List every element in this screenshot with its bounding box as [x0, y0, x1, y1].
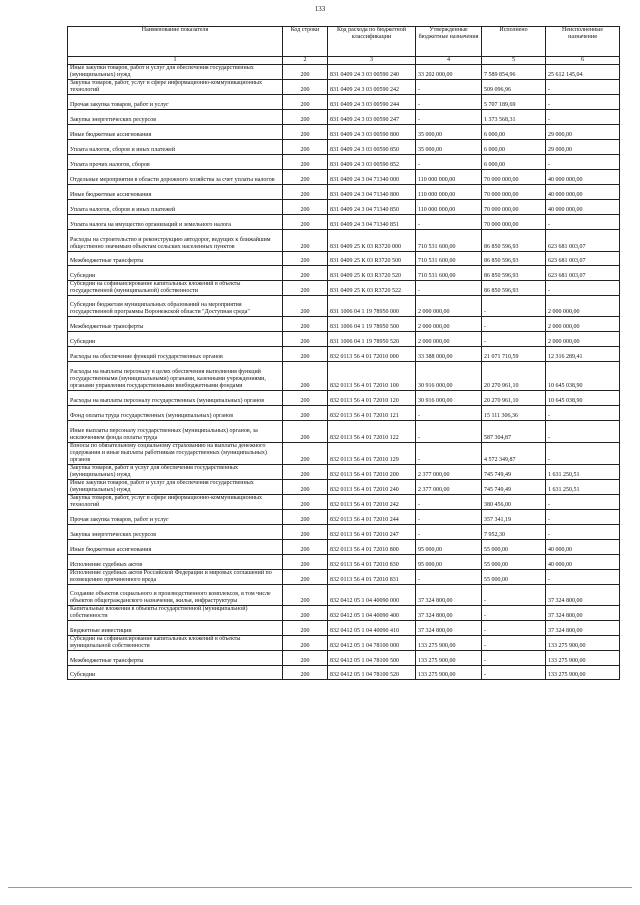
row-indicator-name: Межбюджетные трансферты: [68, 317, 283, 332]
row-approved: -: [416, 525, 482, 540]
row-executed: 380 456,00: [482, 495, 546, 510]
table-row: [68, 406, 620, 421]
row-line-code: 200: [283, 362, 328, 391]
row-approved: 30 916 000,00: [416, 391, 482, 406]
table-row: [68, 525, 620, 540]
table-row: [68, 570, 620, 585]
row-budget-code: 832 0113 56 4 01 72010 000: [328, 347, 416, 362]
row-approved: 2 000 000,00: [416, 296, 482, 317]
row-executed: 6 000,00: [482, 125, 546, 140]
row-approved: 35 000,00: [416, 140, 482, 155]
row-approved: 133 275 900,00: [416, 636, 482, 651]
row-budget-code: 831 0409 24 3 04 71340 800: [328, 185, 416, 200]
column-number: 3: [328, 57, 416, 65]
row-executed: 357 341,19: [482, 510, 546, 525]
row-remaining: 37 324 800,00: [546, 621, 620, 636]
row-line-code: 200: [283, 510, 328, 525]
row-remaining: -: [546, 281, 620, 296]
row-remaining: 2 000 000,00: [546, 296, 620, 317]
row-budget-code: 831 1006 04 1 19 78950 520: [328, 332, 416, 347]
row-remaining: 623 681 003,07: [546, 252, 620, 266]
row-line-code: 200: [283, 317, 328, 332]
row-executed: -: [482, 666, 546, 680]
table-row: [68, 317, 620, 332]
row-line-code: 200: [283, 65, 328, 80]
row-budget-code: 832 0412 05 1 04 78100 520: [328, 666, 416, 680]
row-executed: 4 572 349,87: [482, 443, 546, 465]
row-budget-code: 832 0113 56 4 01 72010 200: [328, 465, 416, 480]
row-executed: 587 304,87: [482, 421, 546, 443]
row-line-code: 200: [283, 215, 328, 230]
table-row: [68, 95, 620, 110]
row-line-code: 200: [283, 651, 328, 666]
table-row: [68, 510, 620, 525]
table-row: [68, 296, 620, 317]
row-approved: 133 275 900,00: [416, 666, 482, 680]
row-indicator-name: Субсидии на софинансирование капитальных вложений в объекты муниципальной собственности: [68, 636, 283, 651]
row-line-code: 200: [283, 347, 328, 362]
row-remaining: 1 631 250,51: [546, 480, 620, 495]
row-budget-code: 832 0113 56 4 01 72010 129: [328, 443, 416, 465]
row-indicator-name: Иные бюджетные ассигнования: [68, 125, 283, 140]
row-executed: 15 111 306,36: [482, 406, 546, 421]
row-remaining: -: [546, 215, 620, 230]
header-indicator-name: Наименование показателя: [68, 27, 283, 57]
row-executed: 1 373 568,31: [482, 110, 546, 125]
row-line-code: 200: [283, 585, 328, 606]
column-number: 6: [546, 57, 620, 65]
row-executed: -: [482, 585, 546, 606]
row-approved: 95 000,00: [416, 555, 482, 570]
row-executed: -: [482, 621, 546, 636]
row-approved: 2 000 000,00: [416, 317, 482, 332]
row-executed: 21 071 710,59: [482, 347, 546, 362]
row-approved: 30 916 000,00: [416, 362, 482, 391]
row-executed: -: [482, 606, 546, 621]
table-row: [68, 362, 620, 391]
row-budget-code: 831 0409 24 3 04 71340 850: [328, 200, 416, 215]
row-line-code: 200: [283, 540, 328, 555]
row-indicator-name: Бюджетные инвестиции: [68, 621, 283, 636]
row-indicator-name: Субсидии: [68, 332, 283, 347]
row-approved: 37 324 800,00: [416, 621, 482, 636]
row-line-code: 200: [283, 125, 328, 140]
row-line-code: 200: [283, 110, 328, 125]
header-executed: Исполнено: [482, 27, 546, 57]
row-executed: 70 000 000,00: [482, 185, 546, 200]
row-indicator-name: Иные бюджетные ассигнования: [68, 540, 283, 555]
row-indicator-name: Фонд оплаты труда государственных (муниципальных) органов: [68, 406, 283, 421]
row-budget-code: 831 0409 24 3 03 00590 240: [328, 65, 416, 80]
row-approved: -: [416, 495, 482, 510]
row-budget-code: 832 0113 56 4 01 72010 800: [328, 540, 416, 555]
row-budget-code: 832 0412 05 1 04 40090 400: [328, 606, 416, 621]
row-remaining: 12 316 289,41: [546, 347, 620, 362]
row-remaining: 40 000 000,00: [546, 185, 620, 200]
row-indicator-name: Иные закупки товаров, работ и услуг для обеспечения государственных (муниципальных) нужд: [68, 65, 283, 80]
row-indicator-name: Субсидии бюджетам муниципальных образований на мероприятия государственной программы Воронежской области "Доступная среда": [68, 296, 283, 317]
row-executed: 70 000 000,00: [482, 170, 546, 185]
row-line-code: 200: [283, 332, 328, 347]
row-budget-code: 831 0409 24 3 03 00590 850: [328, 140, 416, 155]
column-number: 4: [416, 57, 482, 65]
row-approved: 110 000 000,00: [416, 170, 482, 185]
row-indicator-name: Расходы на строительство и реконструкцию автодорог, ведущих к ближайшим общественно значимым объектам сельских населенных пунктов: [68, 230, 283, 252]
table-row: [68, 495, 620, 510]
row-remaining: -: [546, 495, 620, 510]
row-budget-code: 832 0113 56 4 01 72010 100: [328, 362, 416, 391]
row-budget-code: 832 0412 05 1 04 40090 410: [328, 621, 416, 636]
row-approved: 33 388 000,00: [416, 347, 482, 362]
row-executed: 86 850 596,93: [482, 281, 546, 296]
row-line-code: 200: [283, 155, 328, 170]
row-budget-code: 831 0409 24 3 03 00590 852: [328, 155, 416, 170]
row-executed: -: [482, 317, 546, 332]
table-row: [68, 125, 620, 140]
table-row: [68, 636, 620, 651]
header-approved: Утвержденные бюджетные назначения: [416, 27, 482, 57]
row-line-code: 200: [283, 170, 328, 185]
row-executed: -: [482, 332, 546, 347]
row-indicator-name: Иные закупки товаров, работ и услуг для обеспечения государственных (муниципальных) нужд: [68, 480, 283, 495]
row-budget-code: 831 0409 25 К 03 R3720 522: [328, 281, 416, 296]
table-row: [68, 347, 620, 362]
row-remaining: 40 000,00: [546, 555, 620, 570]
row-budget-code: 832 0113 56 4 01 72010 244: [328, 510, 416, 525]
row-remaining: 623 681 003,07: [546, 266, 620, 281]
row-line-code: 200: [283, 95, 328, 110]
row-executed: 86 850 596,93: [482, 266, 546, 281]
row-approved: -: [416, 443, 482, 465]
row-line-code: 200: [283, 406, 328, 421]
row-indicator-name: Субсидии на софинансирование капитальных вложений в объекты государственной (муниципальной) собственности: [68, 281, 283, 296]
row-remaining: 133 275 900,00: [546, 651, 620, 666]
row-budget-code: 831 0409 24 3 03 00590 247: [328, 110, 416, 125]
row-indicator-name: Уплата налога на имущество организаций и земельного налога: [68, 215, 283, 230]
row-executed: 509 096,96: [482, 80, 546, 95]
row-executed: 55 000,00: [482, 570, 546, 585]
row-line-code: 200: [283, 621, 328, 636]
row-indicator-name: Субсидии: [68, 266, 283, 281]
row-indicator-name: Расходы на выплаты персоналу в целях обеспечения выполнения функций государственными (муниципальными) органами, казенными учреждениями, органами управления государственными внебюджетными фондами: [68, 362, 283, 391]
table-row: [68, 185, 620, 200]
row-remaining: 40 000 000,00: [546, 170, 620, 185]
row-remaining: 133 275 900,00: [546, 636, 620, 651]
table-row: [68, 80, 620, 95]
row-remaining: 2 000 000,00: [546, 317, 620, 332]
row-remaining: -: [546, 443, 620, 465]
table-row: [68, 252, 620, 266]
row-executed: 86 850 596,93: [482, 252, 546, 266]
row-remaining: 623 681 003,07: [546, 230, 620, 252]
row-line-code: 200: [283, 281, 328, 296]
table-row: [68, 170, 620, 185]
row-remaining: 10 645 038,90: [546, 391, 620, 406]
row-remaining: 29 000,00: [546, 125, 620, 140]
table-row: [68, 391, 620, 406]
row-remaining: 29 000,00: [546, 140, 620, 155]
row-executed: 7 952,30: [482, 525, 546, 540]
row-budget-code: 832 0412 05 1 04 78100 000: [328, 636, 416, 651]
table-row: [68, 65, 620, 80]
row-executed: 6 000,00: [482, 155, 546, 170]
row-remaining: -: [546, 406, 620, 421]
row-executed: 5 707 189,69: [482, 95, 546, 110]
table-row: [68, 421, 620, 443]
row-approved: 133 275 900,00: [416, 651, 482, 666]
row-budget-code: 832 0113 56 4 01 72010 831: [328, 570, 416, 585]
row-approved: -: [416, 281, 482, 296]
table-row: [68, 155, 620, 170]
row-executed: -: [482, 636, 546, 651]
table-body: [68, 65, 620, 680]
table-row: [68, 555, 620, 570]
row-executed: 55 000,00: [482, 540, 546, 555]
table-row: [68, 465, 620, 480]
row-indicator-name: Прочая закупка товаров, работ и услуг: [68, 510, 283, 525]
row-remaining: -: [546, 95, 620, 110]
row-approved: 2 377 000,00: [416, 480, 482, 495]
row-approved: 110 000 000,00: [416, 200, 482, 215]
table-row: [68, 332, 620, 347]
row-budget-code: 832 0113 56 4 01 72010 247: [328, 525, 416, 540]
row-approved: 710 531 600,00: [416, 230, 482, 252]
row-executed: 20 270 961,10: [482, 391, 546, 406]
row-indicator-name: Отдельные мероприятия в области дорожного хозяйства за счет уплаты налогов: [68, 170, 283, 185]
row-remaining: 10 645 038,90: [546, 362, 620, 391]
row-budget-code: 832 0113 56 4 01 72010 121: [328, 406, 416, 421]
row-approved: -: [416, 570, 482, 585]
row-approved: 35 000,00: [416, 125, 482, 140]
table-row: [68, 651, 620, 666]
table-row: [68, 480, 620, 495]
row-line-code: 200: [283, 465, 328, 480]
row-indicator-name: Иные выплаты персоналу государственных (муниципальных) органов, за исключением фонда оплаты труда: [68, 421, 283, 443]
row-approved: 37 324 800,00: [416, 585, 482, 606]
column-number: 1: [68, 57, 283, 65]
row-remaining: -: [546, 421, 620, 443]
row-budget-code: 831 0409 24 3 04 71340 851: [328, 215, 416, 230]
row-budget-code: 832 0412 05 1 04 78100 500: [328, 651, 416, 666]
row-budget-code: 832 0113 56 4 01 72010 242: [328, 495, 416, 510]
row-budget-code: 831 0409 24 3 03 00590 800: [328, 125, 416, 140]
row-indicator-name: Уплата прочих налогов, сборов: [68, 155, 283, 170]
row-line-code: 200: [283, 555, 328, 570]
page-bottom-rule: [8, 887, 632, 888]
row-line-code: 200: [283, 421, 328, 443]
row-executed: 6 000,00: [482, 140, 546, 155]
row-line-code: 200: [283, 391, 328, 406]
row-line-code: 200: [283, 443, 328, 465]
row-approved: -: [416, 95, 482, 110]
row-line-code: 200: [283, 230, 328, 252]
row-line-code: 200: [283, 266, 328, 281]
header-remaining: Неисполненные назначения: [546, 27, 620, 57]
row-executed: 745 749,49: [482, 465, 546, 480]
row-approved: -: [416, 510, 482, 525]
row-remaining: -: [546, 525, 620, 540]
column-number: 5: [482, 57, 546, 65]
header-budget-code: Код расхода по бюджетной классификации: [328, 27, 416, 57]
row-indicator-name: Межбюджетные трансферты: [68, 252, 283, 266]
row-approved: 110 000 000,00: [416, 185, 482, 200]
row-indicator-name: Исполнение судебных актов: [68, 555, 283, 570]
row-executed: 7 589 854,96: [482, 65, 546, 80]
row-budget-code: 831 0409 24 3 04 71340 000: [328, 170, 416, 185]
row-line-code: 200: [283, 570, 328, 585]
page-number: 133: [314, 5, 326, 13]
table-row: [68, 585, 620, 606]
header-row: [68, 27, 620, 57]
row-line-code: 200: [283, 666, 328, 680]
row-line-code: 200: [283, 296, 328, 317]
row-indicator-name: Закупка энергетических ресурсов: [68, 110, 283, 125]
row-approved: 2 000 000,00: [416, 332, 482, 347]
row-approved: -: [416, 80, 482, 95]
row-approved: -: [416, 421, 482, 443]
table-row: [68, 621, 620, 636]
budget-expenditure-table: [67, 26, 620, 680]
row-budget-code: 831 1006 04 1 19 78950 000: [328, 296, 416, 317]
row-approved: 2 377 000,00: [416, 465, 482, 480]
row-budget-code: 832 0412 05 1 04 40090 000: [328, 585, 416, 606]
row-remaining: 37 324 800,00: [546, 585, 620, 606]
row-remaining: -: [546, 110, 620, 125]
row-executed: 70 000 000,00: [482, 215, 546, 230]
row-indicator-name: Закупка энергетических ресурсов: [68, 525, 283, 540]
header-line-code: Код строки: [283, 27, 328, 57]
row-indicator-name: Субсидии: [68, 666, 283, 680]
row-executed: 20 270 961,10: [482, 362, 546, 391]
row-line-code: 200: [283, 185, 328, 200]
column-number-row: [68, 57, 620, 65]
row-approved: -: [416, 215, 482, 230]
row-remaining: 37 324 800,00: [546, 606, 620, 621]
row-indicator-name: Закупка товаров, работ, услуг в сфере информационно-коммуникационных технологий: [68, 80, 283, 95]
row-indicator-name: Капитальные вложения в объекты государственной (муниципальной) собственности: [68, 606, 283, 621]
row-remaining: 1 631 250,51: [546, 465, 620, 480]
row-approved: -: [416, 110, 482, 125]
row-approved: 95 000,00: [416, 540, 482, 555]
row-budget-code: 832 0113 56 4 01 72010 830: [328, 555, 416, 570]
row-indicator-name: Взносы по обязательному социальному страхованию на выплаты денежного содержания и иные выплаты работникам государственных (муниципальных) органов: [68, 443, 283, 465]
row-budget-code: 832 0113 56 4 01 72010 240: [328, 480, 416, 495]
row-line-code: 200: [283, 636, 328, 651]
row-remaining: -: [546, 80, 620, 95]
row-budget-code: 831 0409 25 К 03 R3720 500: [328, 252, 416, 266]
row-indicator-name: Закупка товаров, работ, услуг в сфере информационно-коммуникационных технологий: [68, 495, 283, 510]
row-indicator-name: Создание объектов социального и производственного комплексов, в том числе объектов общегражданского назначения, жилья, инфраструктуры: [68, 585, 283, 606]
row-remaining: 40 000 000,00: [546, 200, 620, 215]
row-approved: -: [416, 155, 482, 170]
table-row: [68, 215, 620, 230]
row-budget-code: 831 0409 24 3 03 00590 242: [328, 80, 416, 95]
row-approved: 710 531 600,00: [416, 266, 482, 281]
row-indicator-name: Расходы на выплаты персоналу государственных (муниципальных) органов: [68, 391, 283, 406]
row-remaining: 133 275 900,00: [546, 666, 620, 680]
column-number: 2: [283, 57, 328, 65]
row-executed: -: [482, 296, 546, 317]
row-indicator-name: Закупка товаров, работ и услуг для обеспечения государственных (муниципальных) нужд: [68, 465, 283, 480]
row-indicator-name: Межбюджетные трансферты: [68, 651, 283, 666]
row-line-code: 200: [283, 606, 328, 621]
row-approved: 37 324 800,00: [416, 606, 482, 621]
row-budget-code: 831 0409 25 К 03 R3720 520: [328, 266, 416, 281]
table-row: [68, 110, 620, 125]
row-line-code: 200: [283, 140, 328, 155]
row-approved: 710 531 600,00: [416, 252, 482, 266]
table-row: [68, 281, 620, 296]
row-indicator-name: Иные бюджетные ассигнования: [68, 185, 283, 200]
row-remaining: -: [546, 570, 620, 585]
row-approved: -: [416, 406, 482, 421]
row-indicator-name: Уплата налогов, сборов и иных платежей: [68, 200, 283, 215]
row-approved: 33 202 000,00: [416, 65, 482, 80]
table-row: [68, 540, 620, 555]
row-budget-code: 831 0409 24 3 03 00590 244: [328, 95, 416, 110]
row-remaining: -: [546, 510, 620, 525]
row-executed: 70 000 000,00: [482, 200, 546, 215]
row-executed: 86 850 596,93: [482, 230, 546, 252]
table-row: [68, 443, 620, 465]
table-row: [68, 606, 620, 621]
table-row: [68, 230, 620, 252]
table-row: [68, 266, 620, 281]
row-executed: 55 000,00: [482, 555, 546, 570]
table-row: [68, 666, 620, 680]
row-indicator-name: Расходы на обеспечение функций государственных органов: [68, 347, 283, 362]
table-row: [68, 140, 620, 155]
row-budget-code: 831 1006 04 1 19 78950 500: [328, 317, 416, 332]
row-remaining: -: [546, 155, 620, 170]
row-indicator-name: Уплата налогов, сборов и иных платежей: [68, 140, 283, 155]
row-remaining: 25 612 145,04: [546, 65, 620, 80]
row-remaining: 40 000,00: [546, 540, 620, 555]
row-line-code: 200: [283, 480, 328, 495]
row-indicator-name: Прочая закупка товаров, работ и услуг: [68, 95, 283, 110]
row-line-code: 200: [283, 525, 328, 540]
row-budget-code: 832 0113 56 4 01 72010 122: [328, 421, 416, 443]
row-indicator-name: Исполнение судебных актов Российской Федерации и мировых соглашений по возмещению причиненного вреда: [68, 570, 283, 585]
row-line-code: 200: [283, 200, 328, 215]
row-budget-code: 832 0113 56 4 01 72010 120: [328, 391, 416, 406]
row-budget-code: 831 0409 25 К 03 R3720 000: [328, 230, 416, 252]
row-executed: -: [482, 651, 546, 666]
row-line-code: 200: [283, 495, 328, 510]
row-remaining: 2 000 000,00: [546, 332, 620, 347]
table-row: [68, 200, 620, 215]
row-executed: 745 749,49: [482, 480, 546, 495]
row-line-code: 200: [283, 80, 328, 95]
row-line-code: 200: [283, 252, 328, 266]
